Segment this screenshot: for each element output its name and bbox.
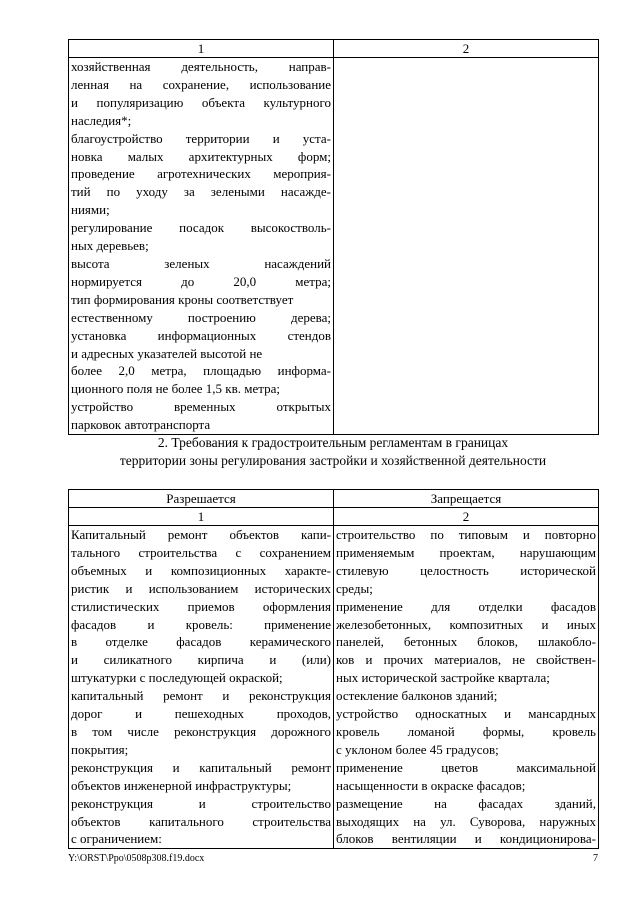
text-line: насыщенности в окраске фасадов; [336, 777, 526, 793]
text-line: применение для отделки фасадов [336, 598, 596, 614]
section-heading-line-1: 2. Требования к градостроительным регламентам в границах [157, 435, 509, 450]
text-line: тип формирования кроны соответствует [71, 291, 294, 307]
text-line: в том числе реконструкция дорожного [71, 723, 331, 739]
text-line: капитальный ремонт и реконструкция [71, 688, 331, 704]
text-line: выходящих на ул. Суворова, наружных [336, 813, 596, 829]
text-line: естественному построению дерева; [71, 309, 331, 325]
column-number-1: 1 [69, 40, 334, 58]
column-number-1: 1 [69, 508, 334, 526]
text-line: покрытия; [71, 741, 129, 757]
text-line: фасадов и кровель: применение [71, 616, 331, 632]
text-line: реконструкция и строительство [71, 795, 331, 811]
text-line: устройство временных открытых [71, 399, 331, 415]
text-line: и адресных указателей высотой не [71, 345, 263, 361]
prohibited-header: Запрещается [334, 490, 599, 508]
text-line: среды; [336, 580, 373, 596]
text-line: Капитальный ремонт объектов капи- [71, 527, 331, 542]
text-line: и популяризацию объекта культурного [71, 94, 331, 110]
text-line: дорог и пешеходных проходов, [71, 706, 331, 722]
column-number-2: 2 [334, 508, 599, 526]
text-line: в отделке фасадов керамического [71, 634, 331, 650]
text-line: устройство односкатных и мансардных [336, 706, 596, 722]
text-line: реконструкция и капитальный ремонт [71, 759, 331, 775]
section-heading-line-2: территории зоны регулирования застройки и хозяйственной деятельности [119, 453, 547, 468]
text-line: ных исторической застройке квартала; [336, 670, 550, 686]
text-line: новка малых архитектурных форм; [71, 148, 331, 164]
text-line: высота зеленых насаждений [71, 255, 331, 271]
text-line: нормируется до 20,0 метра; [71, 273, 331, 289]
table-row [69, 526, 599, 849]
text-line: строительство по типовым и повторно [336, 527, 596, 542]
text-line: парковок автотранспорта [71, 417, 211, 433]
text-line: ков и прочих материалов, не свойствен- [336, 652, 596, 668]
text-line: стилистических приемов оформления [71, 598, 331, 614]
text-line: наследия*; [71, 112, 132, 128]
text-line: проведение агротехнических мероприя- [71, 166, 331, 182]
prohibited-cell [334, 526, 599, 849]
text-line: ленная на сохранение, использование [71, 76, 331, 92]
column-number-2: 2 [334, 40, 599, 58]
text-line: с уклоном более 45 градусов; [336, 741, 499, 757]
text-line: ционного поля не более 1,5 кв. метра; [71, 381, 280, 397]
text-line: ных деревьев; [71, 238, 149, 254]
text-line: размещение на фасадах зданий, [336, 795, 596, 811]
requirements-table [68, 489, 599, 849]
text-line: тий по уходу за зелеными насажде- [71, 184, 331, 200]
text-line: применяемым проектам, нарушающим [336, 544, 596, 560]
table-row [69, 58, 599, 435]
allowed-header: Разрешается [69, 490, 334, 508]
text-line: стилевую целостность исторической [336, 562, 596, 578]
text-line: установка информационных стендов [71, 327, 331, 343]
allowed-cell [69, 526, 334, 849]
text-line: хозяйственная деятельность, направ- [71, 59, 331, 74]
text-line: панелей, бетонных блоков, шлакобло- [336, 634, 596, 650]
text-line: объектов инженерной инфраструктуры; [71, 777, 292, 793]
text-line: остекление балконов зданий; [336, 688, 498, 704]
text-line: с ограничением: [71, 831, 162, 847]
text-line: тального строительства с сохранением [71, 544, 331, 560]
text-line: железобетонных, композитных и иных [336, 616, 596, 632]
text-line: благоустройство территории и уста- [71, 130, 331, 146]
text-line: ниями; [71, 202, 110, 218]
text-line: объемных и композиционных характе- [71, 562, 331, 578]
text-line: объектов капитального строительства [71, 813, 331, 829]
continuation-table [68, 39, 599, 435]
page-number: 7 [593, 853, 598, 864]
text-line: применение цветов максимальной [336, 759, 596, 775]
allowed-activities-cell [69, 58, 334, 435]
section-heading [68, 434, 598, 470]
text-line: и силикатного кирпича и (или) [71, 652, 331, 668]
file-path: Y:\ORST\Ppo\0508p308.f19.docx [68, 853, 205, 864]
empty-cell [334, 58, 599, 435]
text-line: ристик и использованием исторических [71, 580, 331, 596]
text-line: блоков вентиляции и кондиционирова- [336, 831, 596, 847]
text-line: более 2,0 метра, площадью информа- [71, 363, 331, 379]
table-title-row [69, 490, 599, 508]
table-header-row [69, 40, 599, 58]
text-line: кровель ломаной формы, кровель [336, 723, 596, 739]
text-line: регулирование посадок высокостволь- [71, 220, 331, 236]
text-line: штукатурки с последующей окраской; [71, 670, 283, 686]
table-number-row [69, 508, 599, 526]
